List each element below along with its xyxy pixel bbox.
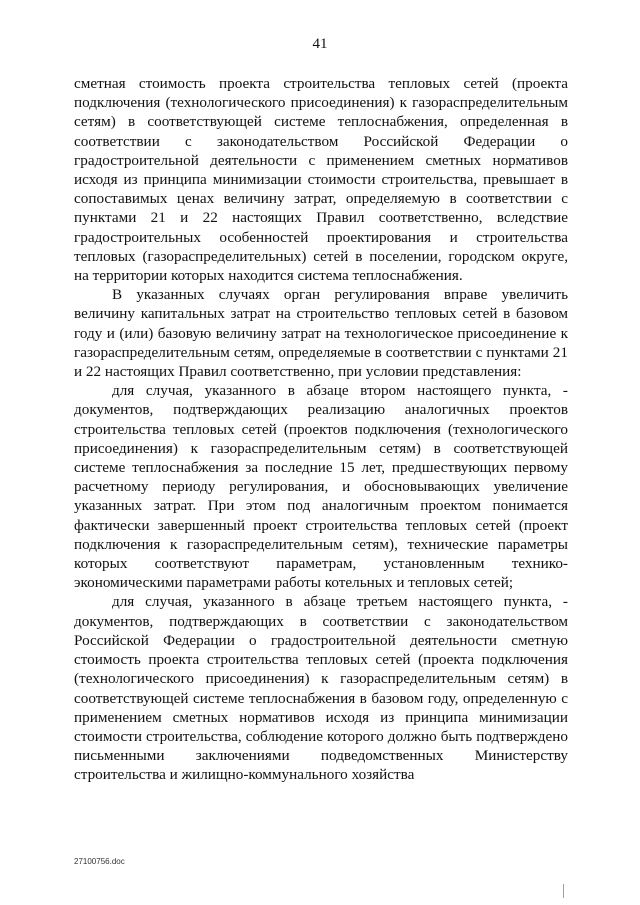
page-number: 41 [312,36,328,52]
paragraph: В указанных случаях орган регулирования вправе увеличить величину капитальных затрат на строительство тепловых сетей в базовом году и (или) базовую величину затрат на технологическое присоединение к газораспределительным сетям, определяемые в соответствии с пунктами 21 и 22 настоящих Правил соответственно, при условии представления: [74,286,568,381]
paragraph: сметная стоимость проекта строительства тепловых сетей (проекта подключения (технологического присоединения) к газораспределительным сетям) в соответствующей системе теплоснабжения, определенная в соответствии с законодательством Российской Федерации о градостроительной деятельности с применением сметных нормативов исходя из принципа минимизации стоимости строительства, превышает в сопоставимых ценах величину затрат, определяемую в соответствии с пунктами 21 и 22 настоящих Правил соответственно, вследствие градостроительных особенностей проектирования и строительства тепловых (газораспределительных) сетей в поселении, городском округе, на территории которых находится система теплоснабжения. [74,75,568,285]
paragraph: для случая, указанного в абзаце третьем настоящего пункта, - документов, подтверждающих в соответствии с законодательством Российской Федерации о градостроительной деятельности сметную стоимость проекта строительства тепловых сетей (проекта подключения (технологического присоединения) к газораспределительным сетям) в соответствующей системе теплоснабжения в базовом году, определенную с применением сметных нормативов исходя из принципа минимизации стоимости строительства, соблюдение которого должно быть подтверждено письменными заключениями подведомственных Министерству строительства и жилищно-коммунального хозяйства [74,593,568,784]
document-body [74,74,568,785]
footer-file-code: 27100756.doc [74,857,125,866]
paragraph: для случая, указанного в абзаце втором настоящего пункта, - документов, подтверждающих реализацию аналогичных проектов строительства тепловых сетей (проектов подключения (технологического присоединения) к газораспределительным сетям) в соответствующей системе теплоснабжения за последние 15 лет, предшествующих первому расчетному периоду регулирования, и обосновывающих увеличение указанных затрат. При этом под аналогичным проектом понимается фактически завершенный проект строительства тепловых сетей (проект подключения к газораспределительным сетям), технические параметры которых соответствуют параметрам, установленным технико-экономическими параметрами работы котельных и тепловых сетей; [74,382,568,592]
corner-mark [562,884,565,898]
